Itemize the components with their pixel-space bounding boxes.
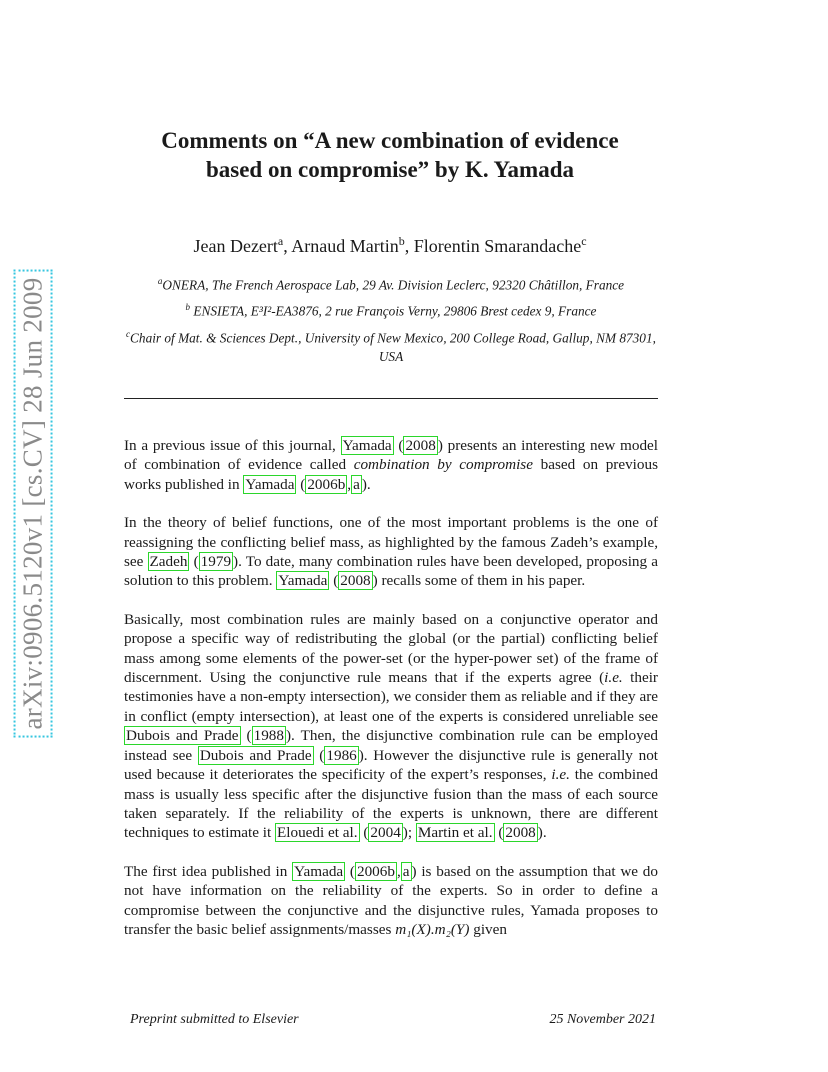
citation-link[interactable]: Yamada <box>342 437 392 454</box>
citation-link[interactable]: Dubois and Prade <box>126 727 239 745</box>
body-text: ( <box>345 862 355 880</box>
body-text: ). <box>537 824 547 842</box>
citation-link[interactable]: 2008 <box>340 572 371 590</box>
citation-link[interactable]: Zadeh <box>149 553 188 571</box>
citation-link[interactable]: 2004 <box>370 824 401 842</box>
affiliation-text: Chair of Mat. & Sciences Dept., University of New Mexico, 200 College Road, Gallup, NM 87301, USA <box>130 330 656 365</box>
page-footer <box>124 1012 658 1028</box>
citation-link[interactable]: 2008 <box>505 824 536 842</box>
citation-link[interactable]: 2006b <box>307 475 346 493</box>
author-affil-mark: b <box>398 234 405 248</box>
citation-link[interactable]: 1979 <box>200 553 232 571</box>
author-affil-mark: c <box>581 234 587 248</box>
emphasis-text: i.e. <box>604 669 623 687</box>
paragraph <box>124 436 658 494</box>
emphasis-text: i.e. <box>551 766 570 784</box>
body-text: ); <box>402 824 416 842</box>
header-rule <box>124 398 658 399</box>
affiliation <box>124 298 658 320</box>
citation-link[interactable]: 1988 <box>253 727 284 745</box>
title-line-1: Comments on “A new combination of evidence <box>161 128 619 153</box>
citation-link[interactable]: Yamada <box>294 862 344 880</box>
body-text: ) is based on the assumption that we do not have information on the reliability of the experts. So in order to define a compromise between the conjunctive and the disjunctive rules, Yamada proposes to transfer the basic belief assignments/masses <box>124 862 658 938</box>
paper-title <box>100 126 680 184</box>
body-text: ( <box>359 824 369 842</box>
author-list <box>100 234 680 257</box>
body-text: ). Then, the disjunctive combination rule can be employed instead see <box>124 727 658 764</box>
body-text: Basically, most combination rules are mainly based on a conjunctive operator and propose a specific way of redistributing the global (or the partial) conflicting belief mass among some elements of the power-set (or the hyper-power set) of the frame of discernment. Using the conjunctive rule means that if the experts agree ( <box>124 610 658 687</box>
body-text: ( <box>189 553 199 571</box>
emphasis-text: combination by compromise <box>353 456 533 474</box>
body-text: ). To date, many combination rules have been developed, proposing a solution to this problem. <box>124 553 658 590</box>
body-text: ) presents an interesting new model of combination of evidence called <box>124 437 658 474</box>
footer-preprint-note: Preprint submitted to Elsevier <box>130 1012 299 1027</box>
affiliation <box>124 272 658 294</box>
citation-link[interactable]: Yamada <box>278 572 328 590</box>
body-text: ( <box>329 572 339 590</box>
body-text: In the theory of belief functions, one of the most important problems is the one of reassigning the conflicting belief mass, as highlighted by the famous Zadeh’s example, see <box>124 514 658 571</box>
citation-link[interactable]: Dubois and Prade <box>199 746 312 764</box>
title-line-2: based on compromise” by K. Yamada <box>205 157 575 182</box>
body-text: ( <box>393 437 404 454</box>
citation-link[interactable]: Yamada <box>245 475 295 493</box>
author-name: Florentin Smarandache <box>413 236 582 256</box>
body-text: The first idea published in <box>124 862 293 880</box>
body-text: In a previous issue of this journal, <box>124 437 341 454</box>
body-text: ( <box>494 824 504 842</box>
affiliations <box>124 272 658 370</box>
citation-link[interactable]: 2008 <box>405 437 436 454</box>
paragraph <box>124 862 658 940</box>
affiliation <box>124 325 658 366</box>
arxiv-stamp-link[interactable]: arXiv:0906.5120v1 [cs.CV] 28 Jun 2009 <box>14 269 53 737</box>
body-text: given <box>469 920 507 938</box>
citation-link[interactable]: 1986 <box>326 746 357 764</box>
author-name: Arnaud Martin <box>291 236 399 256</box>
paper-body <box>124 436 658 958</box>
author-separator: , <box>404 236 414 256</box>
affiliation-mark: c <box>126 328 131 339</box>
paragraph <box>124 610 658 843</box>
body-text: their testimonies have a non-empty intersection), we consider them as reliable and if they are in conflict (empty intersection), at least one of the experts is considered unreliable see <box>124 669 658 725</box>
body-text: ) recalls some of them in his paper. <box>372 572 586 590</box>
author-separator: , <box>283 236 292 256</box>
body-text: ( <box>313 746 325 764</box>
citation-link[interactable]: a <box>353 475 360 493</box>
body-text: , <box>396 862 401 880</box>
paragraph <box>124 513 658 591</box>
affiliation-mark: a <box>157 276 163 286</box>
affiliation-text: ENSIETA, E³I²-EA3876, 2 rue François Verny, 29806 Brest cedex 9, France <box>193 303 597 319</box>
citation-link[interactable]: 2006b <box>356 862 395 880</box>
author-affil-mark: a <box>277 234 284 248</box>
body-text: ( <box>240 727 252 745</box>
math-expression: m₁(X).m₂(Y) <box>395 920 470 938</box>
body-text: based on previous works published in <box>124 456 658 493</box>
citation-link[interactable]: Elouedi et al. <box>277 824 358 842</box>
affiliation-mark: b <box>185 302 191 313</box>
citation-link[interactable]: a <box>402 862 410 880</box>
body-text: , <box>347 475 352 493</box>
affiliation-text: ONERA, The French Aerospace Lab, 29 Av. Division Leclerc, 92320 Châtillon, France <box>162 277 625 293</box>
arxiv-stamp <box>12 268 54 738</box>
footer-date: 25 November 2021 <box>549 1012 656 1027</box>
body-text: the combined mass is usually less specific after the disjunctive fusion than the mass of each source taken separately. If the reliability of the experts is unknown, there are different techniques to estimate it <box>124 766 658 842</box>
citation-link[interactable]: Martin et al. <box>417 824 493 842</box>
body-text: ). However the disjunctive rule is generally not used because it deteriorates the specificity of the expert’s responses, <box>124 746 659 784</box>
body-text: ). <box>361 475 371 493</box>
body-text: ( <box>296 475 306 493</box>
author-name: Jean Dezert <box>193 236 278 256</box>
